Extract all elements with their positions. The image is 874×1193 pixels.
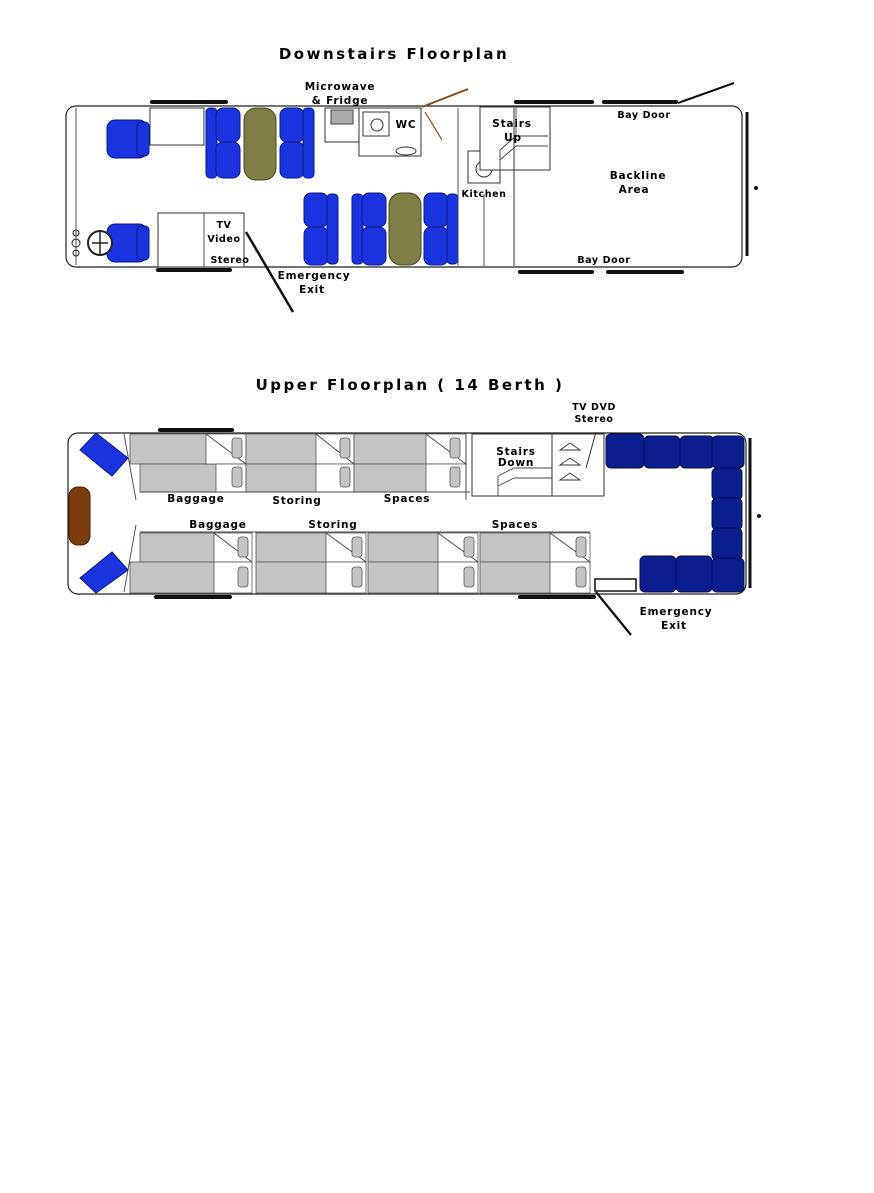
bay-door-line [678, 83, 734, 103]
bay-door-bottom-label: Bay Door [577, 255, 631, 266]
emergency-exit-label-1: Emergency [277, 270, 351, 282]
bunk-row-top [130, 434, 466, 492]
stairs-down-label-1: Stairs [496, 446, 536, 458]
wc-label: WC [395, 119, 417, 131]
stairs-down-label-2: Down [497, 457, 535, 469]
front-table [69, 487, 90, 545]
microwave-label-2: & Fridge [311, 95, 369, 107]
kitchen-label: Kitchen [461, 189, 507, 200]
storing-top-label: Storing [272, 495, 322, 507]
seat-back [137, 122, 149, 156]
video-label: Video [207, 234, 241, 245]
stereo-label: Stereo [210, 255, 250, 266]
stairs-up-label-2: Up [504, 132, 522, 144]
rear-light [754, 186, 758, 190]
microwave-label-1: Microwave [304, 81, 376, 93]
wc-door [422, 89, 468, 107]
front-cabinet [150, 108, 204, 145]
lounge-seats-rear-right [424, 193, 458, 265]
lounge-seats-front-left [206, 108, 240, 178]
storing-bottom-label: Storing [308, 519, 358, 531]
upper-emergency-hatch [595, 579, 636, 591]
rear-dinette-table [389, 193, 421, 265]
lounge-seats-rear-left [304, 193, 338, 265]
rear-light [757, 514, 761, 518]
upper-emergency-label-1: Emergency [639, 606, 713, 618]
baggage-top-label: Baggage [167, 493, 225, 505]
lounge-seats-front-right [280, 108, 314, 178]
downstairs-title: Downstairs Floorplan [278, 45, 510, 63]
backline-label-2: Area [618, 184, 650, 196]
lounge-seats-rear-mid [352, 193, 386, 265]
upper-emergency-label-2: Exit [661, 620, 687, 632]
tv-label: TV [216, 220, 232, 231]
upstairs-title: Upper Floorplan ( 14 Berth ) [255, 376, 565, 394]
upper-stereo-label: Stereo [574, 414, 614, 425]
bunk-row-bottom [130, 533, 590, 593]
spaces-top-label: Spaces [383, 493, 431, 505]
seat-back [137, 226, 149, 260]
bay-door-top-label: Bay Door [617, 110, 671, 121]
emergency-exit-label-2: Exit [299, 284, 325, 296]
dinette-table [244, 108, 276, 180]
downstairs-floorplan [66, 81, 758, 312]
upstairs-floorplan [68, 402, 761, 635]
baggage-bottom-label: Baggage [189, 519, 247, 531]
microwave-icon [331, 110, 353, 124]
spaces-bottom-label: Spaces [491, 519, 539, 531]
tv-dvd-label: TV DVD [572, 402, 616, 413]
stairs-up-label-1: Stairs [492, 118, 532, 130]
backline-label-1: Backline [609, 170, 667, 182]
basin-icon [363, 112, 389, 136]
upper-emergency-exit-door [596, 592, 631, 635]
